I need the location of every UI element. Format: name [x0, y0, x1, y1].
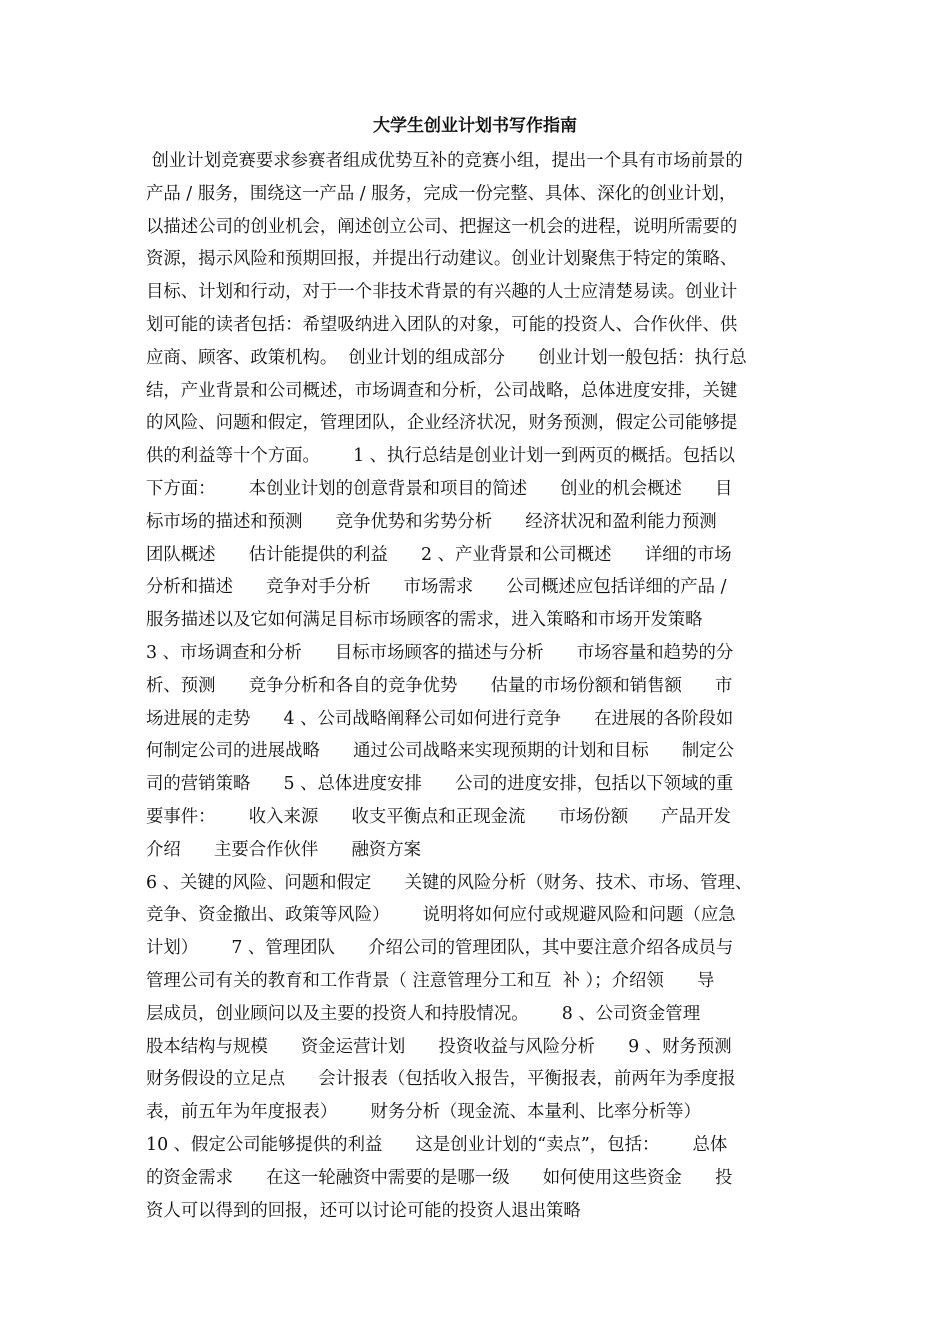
body-line: 股本结构与规模 资金运营计划 投资收益与风险分析 9 、财务预测: [146, 1036, 732, 1057]
body-line: 分析和描述 竞争对手分析 市场需求 公司概述应包括详细的产品 /: [146, 577, 727, 598]
body-line: 3 、市场调查和分析 目标市场顾客的描述与分析 市场容量和趋势的分: [146, 642, 734, 663]
body-line: 10 、假定公司能够提供的利益 这是创业计划的“卖点”，包括： 总体: [146, 1134, 728, 1155]
body-line: 介绍 主要合作伙伴 融资方案: [146, 839, 422, 860]
body-line: 应商、顾客、政策机构。 创业计划的组成部分 创业计划一般包括：执行总: [146, 347, 747, 368]
body-line: 创业计划竞赛要求参赛者组成优势互补的竞赛小组，提出一个具有市场前景的: [146, 151, 743, 171]
body-line: 竞争、资金撤出、政策等风险） 说明将如何应付或规避风险和问题（应急: [146, 905, 736, 926]
body-line: 标市场的描述和预测 竞争优势和劣势分析 经济状况和盈利能力预测: [146, 511, 717, 532]
body-line: 以描述公司的创业机会，阐述创立公司、把握这一机会的进程，说明所需要的: [146, 216, 738, 237]
body-line: 6 、关键的风险、问题和假定 关键的风险分析（财务、技术、市场、管理、: [146, 872, 753, 893]
body-line: 划可能的读者包括：希望吸纳进入团队的对象，可能的投资人、合作伙伴、供: [146, 314, 738, 335]
body-line: 目标、计划和行动，对于一个非技术背景的有兴趣的人士应清楚易读。创业计: [146, 282, 738, 303]
body-line: 管理公司有关的教育和工作背景（ 注意管理分工和互 补 ）；介绍领 导: [146, 970, 715, 991]
body-line: 资人可以得到的回报，还可以讨论可能的投资人退出策略: [146, 1200, 581, 1221]
body-line: 析、预测 竞争分析和各自的竞争优势 估量的市场份额和销售额 市: [146, 675, 733, 696]
body-line: 供的利益等十个方面。 1 、执行总结是创业计划一到两页的概括。包括以: [146, 446, 735, 467]
body-line: 财务假设的立足点 会计报表（包括收入报告，平衡报表，前两年为季度报: [146, 1069, 736, 1090]
body-line: 的风险、问题和假定，管理团队，企业经济状况，财务预测，假定公司能够提: [146, 413, 738, 434]
document-title: 大学生创业计划书写作指南: [373, 116, 577, 136]
body-line: 要事件： 收入来源 收支平衡点和正现金流 市场份额 产品开发: [146, 806, 731, 827]
body-line: 资源，揭示风险和预期回报，并提出行动建议。创业计划聚焦于特定的策略、: [146, 249, 738, 270]
body-line: 表，前五年为年度报表） 财务分析（现金流、本量利、比率分析等）: [146, 1102, 701, 1123]
body-line: 团队概述 估计能提供的利益 2 、产业背景和公司概述 详细的市场: [146, 544, 732, 565]
body-line: 场进展的走势 4 、公司战略阐释公司如何进行竞争 在进展的各阶段如: [146, 708, 734, 729]
body-line: 何制定公司的进展战略 通过公司战略来实现预期的计划和目标 制定公: [146, 741, 735, 762]
body-line: 下方面： 本创业计划的创意背景和项目的简述 创业的机会概述 目: [146, 478, 733, 499]
document-body: [146, 145, 816, 1227]
body-line: 司的营销策略 5 、总体进度安排 公司的进度安排，包括以下领域的重: [146, 774, 734, 795]
body-line: 计划） 7 、管理团队 介绍公司的管理团队，其中要注意介绍各成员与: [146, 938, 734, 959]
body-line: 服务描述以及它如何满足目标市场顾客的需求，进入策略和市场开发策略: [146, 610, 703, 631]
body-line: 层成员，创业顾问以及主要的投资人和持股情况。 8 、公司资金管理: [146, 1003, 701, 1024]
body-line: 的资金需求 在这一轮融资中需要的是哪一级 如何使用这些资金 投: [146, 1167, 733, 1188]
body-line: 产品 / 服务，围绕这一产品 / 服务，完成一份完整、具体、深化的创业计划，: [146, 183, 737, 204]
body-line: 结，产业背景和公司概述，市场调查和分析，公司战略，总体进度安排，关键: [146, 380, 738, 401]
